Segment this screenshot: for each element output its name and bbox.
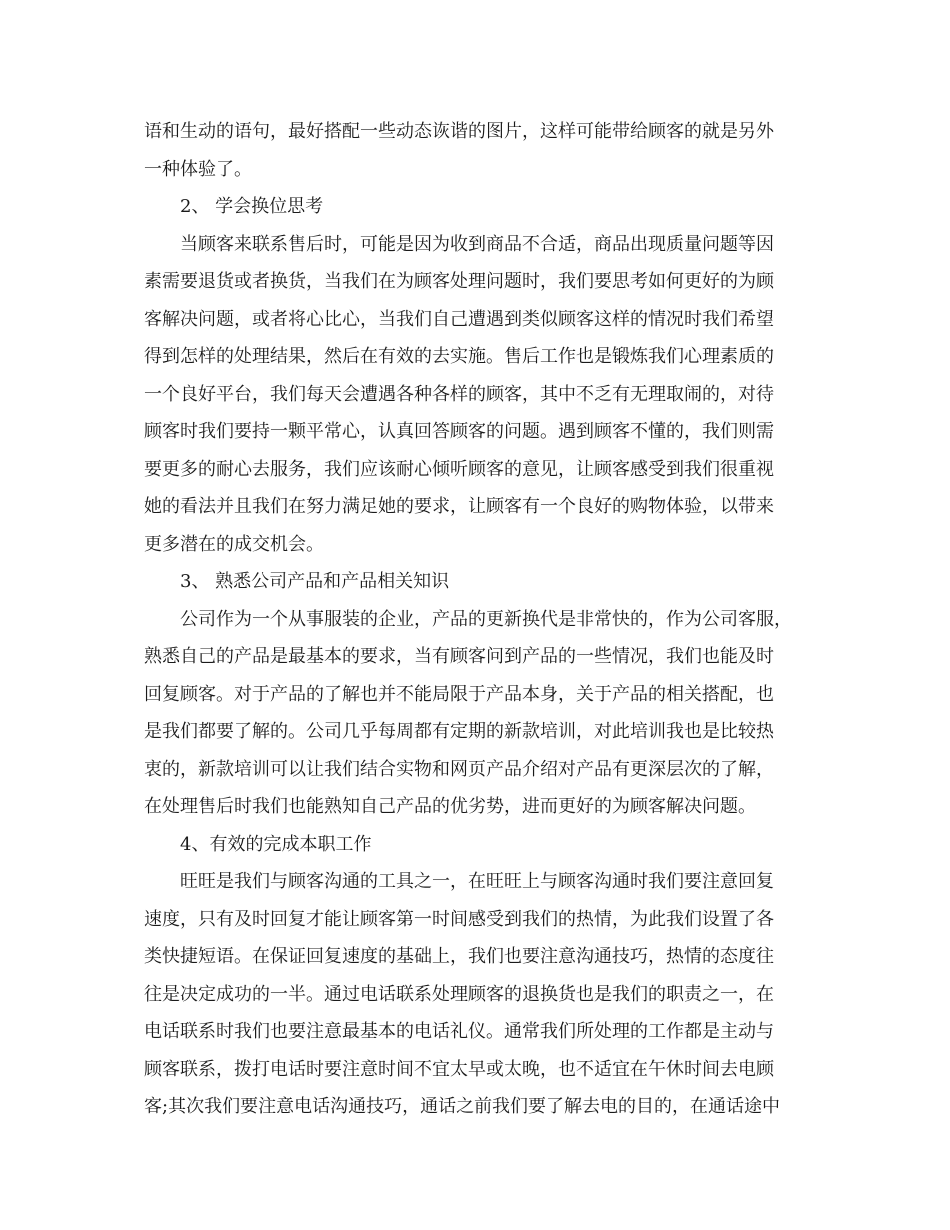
text-line: 衷的，新款培训可以让我们结合实物和网页产品介绍对产品有更深层次的了解， <box>144 758 774 780</box>
paragraph-section-4 <box>144 863 808 1126</box>
text-line: 速度，只有及时回复才能让顾客第一时间感受到我们的热情，为此我们设置了各 <box>144 908 774 930</box>
paragraph-section-2 <box>144 226 808 564</box>
text-line: 在处理售后时我们也能熟知自己产品的优劣势，进而更好的为顾客解决问题。 <box>144 796 756 817</box>
text-line: 当顾客来联系售后时，可能是因为收到商品不合适，商品出现质量问题等因 <box>180 233 774 255</box>
section-heading-3: 3、 熟悉公司产品和产品相关知识 <box>180 571 450 592</box>
text-line: 旺旺是我们与顾客沟通的工具之一，在旺旺上与顾客沟通时我们要注意回复 <box>180 871 774 892</box>
text-line: 公司作为一个从事服装的企业，产品的更新换代是非常快的，作为公司客服， <box>180 608 792 630</box>
text-line: 顾客联系，拨打电话时要注意时间不宜太早或太晚，也不适宜在午休时间去电顾 <box>144 1058 774 1080</box>
text-line: 语和生动的语句，最好搭配一些动态诙谐的图片，这样可能带给顾客的就是另外 <box>144 121 774 142</box>
text-line: 客;其次我们要注意电话沟通技巧，通话之前我们要了解去电的目的，在通话途中 <box>144 1096 781 1117</box>
text-line: 回复顾客。对于产品的了解也并不能局限于产品本身，关于产品的相关搭配，也 <box>144 683 774 705</box>
text-line: 一种体验了。 <box>144 158 252 180</box>
text-line: 得到怎样的处理结果，然后在有效的去实施。售后工作也是锻炼我们心理素质的 <box>144 346 774 367</box>
paragraph-section-3 <box>144 601 808 826</box>
text-line: 电话联系时我们也要注意最基本的电话礼仪。通常我们所处理的工作都是主动与 <box>144 1021 774 1042</box>
text-line: 熟悉自己的产品是最基本的要求，当有顾客问到产品的一些情况，我们也能及时 <box>144 646 774 667</box>
text-line: 素需要退货或者换货，当我们在为顾客处理问题时，我们要思考如何更好的为顾 <box>144 271 774 292</box>
text-line: 她的看法并且我们在努力满足她的要求，让顾客有一个良好的购物体验，以带来 <box>144 496 774 517</box>
paragraph-continuation <box>144 113 808 188</box>
text-line: 往是决定成功的一半。通过电话联系处理顾客的退换货也是我们的职责之一，在 <box>144 983 774 1005</box>
section-heading-4: 4、有效的完成本职工作 <box>180 833 372 855</box>
text-line: 是我们都要了解的。公司几乎每周都有定期的新款培训，对此培训我也是比较热 <box>144 721 774 742</box>
section-heading-2: 2、 学会换位思考 <box>180 196 324 217</box>
text-line: 顾客时我们要持一颗平常心，认真回答顾客的问题。遇到顾客不懂的，我们则需 <box>144 421 774 442</box>
text-line: 类快捷短语。在保证回复速度的基础上，我们也要注意沟通技巧，热情的态度往 <box>144 946 774 967</box>
text-line: 要更多的耐心去服务，我们应该耐心倾听顾客的意见，让顾客感受到我们很重视 <box>144 458 774 480</box>
text-line: 客解决问题，或者将心比心，当我们自己遭遇到类似顾客这样的情况时我们希望 <box>144 308 774 330</box>
text-line: 一个良好平台，我们每天会遭遇各种各样的顾客，其中不乏有无理取闹的，对待 <box>144 383 774 405</box>
document-body <box>144 113 808 1126</box>
text-line: 更多潜在的成交机会。 <box>144 533 324 555</box>
